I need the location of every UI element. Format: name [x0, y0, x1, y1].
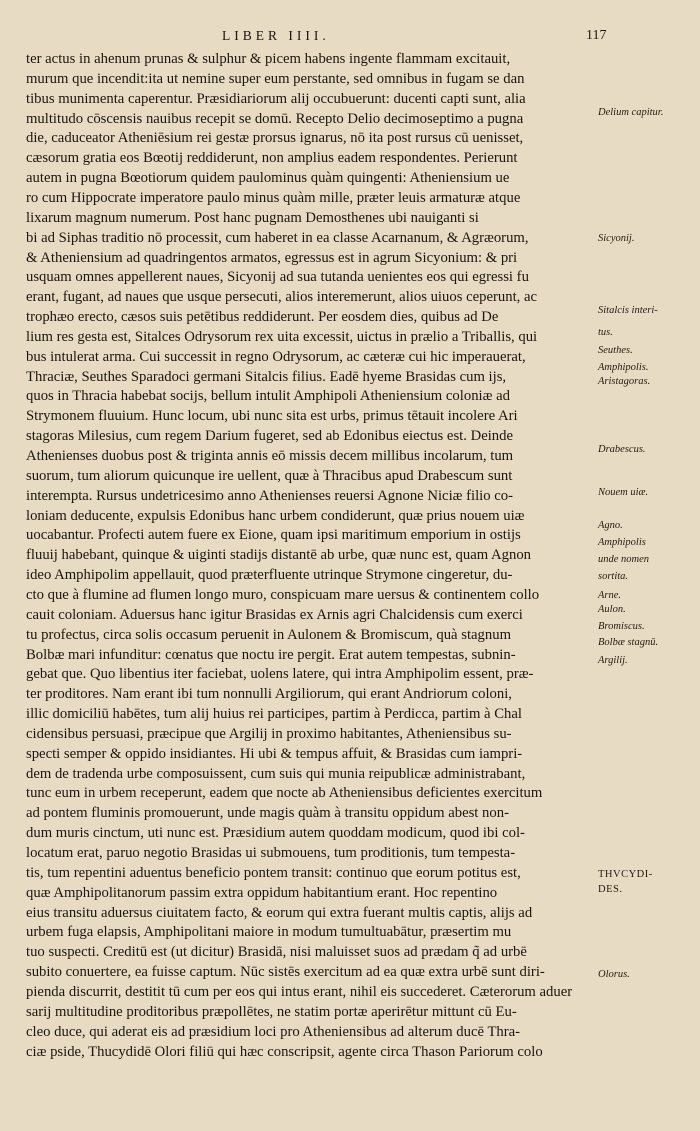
- text-line: [26, 1045, 596, 1060]
- text-line-content: specti semper & oppido insidiantes. Hi ubi & tempus affuit, & Brasidas cum iampri-: [26, 745, 523, 762]
- text-line: [26, 171, 596, 186]
- marginal-note: Olorus.: [598, 969, 630, 980]
- text-line-content: multitudo cōscensis nauibus recepit se domū. Recepto Delio decimoseptimo a pugna: [26, 110, 524, 127]
- text-line: [26, 409, 596, 424]
- text-line-content: cleo duce, qui aderat eis ad præsidium loci pro Atheniensibus ad alterum ducē Thra-: [26, 1023, 521, 1040]
- text-line: [26, 608, 596, 623]
- text-line: [26, 826, 596, 841]
- text-line-content: ad pontem fluminis promouerunt, unde magis quàm à transitu oppidum abest non-: [26, 805, 509, 822]
- text-line-content: dum muris cinctum, uti nunc est. Præsidium autem quoddam modicum, quod ibi col-: [26, 825, 525, 842]
- text-line-content: loniam deducente, expulsis Edonibus hanc urbem condiderunt, quæ prius nouem uiæ: [26, 507, 525, 524]
- text-line: [26, 886, 596, 901]
- marginal-note: DES.: [598, 884, 623, 895]
- text-line: [26, 1025, 596, 1040]
- text-line-content: ter proditores. Nam erant ibi tum nonnulli Argiliorum, qui erant Andriorum coloni,: [26, 686, 512, 703]
- marginal-note: unde nomen: [598, 554, 650, 565]
- text-line-content: quæ Amphipolitanorum passim extra oppidum habitantium erant. Hoc repentino: [26, 884, 498, 901]
- text-line-content: ro cum Hippocrate imperatore paulo minus quàm mille, præter leuis armaturæ atque: [26, 189, 521, 206]
- text-line: [26, 1005, 596, 1020]
- text-line-content: cæsorum gratia eos Bœotij reddiderunt, non amplius eadem respondentes. Perierunt: [26, 150, 518, 167]
- text-line: [26, 350, 596, 365]
- text-line: [26, 707, 596, 722]
- page-header: [0, 24, 700, 46]
- text-line-content: locatum erat, paruo negotio Brasidas ui submouens, tum proditionis, tum tempesta-: [26, 845, 516, 861]
- text-line-content: pienda discurrit, destitit tū cum per eos qui intus erant, nihil eis succederet. Cæterorum aduer: [26, 983, 573, 1000]
- text-line: [26, 231, 596, 246]
- marginal-note: tus.: [598, 327, 613, 338]
- text-line: [26, 290, 596, 305]
- marginal-notes: [598, 0, 698, 1131]
- text-line-content: fluuij habebant, quinque & uiginti stadijs distantē ab urbe, quæ nunc est, quam Agnon: [26, 547, 532, 564]
- text-line-content: murum que incendit:ita ut nemine super eum perstante, sed omnibus in fugam se dan: [26, 70, 525, 87]
- text-line-content: Athenienses duobus post & triginta annis eō missis decem millibus incolarum, tum: [26, 448, 514, 464]
- marginal-note: Nouem uiæ.: [598, 487, 649, 498]
- marginal-note: Sicyonij.: [598, 233, 635, 244]
- text-line: [26, 429, 596, 444]
- text-line: [26, 52, 596, 67]
- text-line-content: urbem fuga elapsis, Amphipolitani maiore in modum tumultuabātur, præsertim mu: [26, 924, 512, 941]
- marginal-note: Arne.: [598, 590, 622, 601]
- text-line-content: suorum, tum aliorum quicunque ire uellent, quæ à Thracibus apud Drabescum sunt: [26, 467, 513, 484]
- text-line-content: tis, tum repentini aduentus beneficio pontem transit: continuo que eorum potitus est,: [26, 864, 521, 881]
- marginal-note: Bolbæ stagnū.: [598, 637, 659, 648]
- text-line: [26, 270, 596, 285]
- text-line-content: quos in Thracia habebat socijs, bellum intulit Amphipoli Atheniensium coloniæ ad: [26, 388, 510, 405]
- text-line-content: ter actus in ahenum prunas & sulphur & picem habens ingente flammam excitauit,: [26, 51, 511, 67]
- text-line: [26, 72, 596, 87]
- text-line: [26, 568, 596, 583]
- text-line-content: illic domiciliū habētes, tum alij huius rei participes, partim à Perdicca, partim à Chal: [26, 706, 522, 723]
- text-line: [26, 667, 596, 682]
- text-line: [26, 92, 596, 107]
- text-line-content: usquam omnes appellerent naues, Sicyonij ad sua tutanda uenientes eos qui egressi fu: [26, 269, 529, 286]
- text-line-content: stagoras Milesius, cum regem Darium fugeret, sed ab Edonibus eiectus est. Deinde: [26, 428, 514, 445]
- text-line: [26, 370, 596, 385]
- marginal-note: Sitalcis interi-: [598, 305, 658, 316]
- text-line: [26, 389, 596, 404]
- text-line-content: dem de tradenda urbe composuissent, cum suis qui munia reipublicæ administrabant,: [26, 765, 526, 782]
- text-line-content: tibus munimenta caperentur. Præsidiariorum alij occubuerunt: ducenti capti sunt, alia: [26, 90, 526, 107]
- marginal-note: Amphipolis.: [598, 362, 649, 373]
- text-line: [26, 767, 596, 782]
- text-line: [26, 687, 596, 702]
- text-line-content: cto que à flumine ad flumen longo muro, conspicuam mare uersus & continentem collo: [26, 586, 540, 603]
- text-line: [26, 489, 596, 504]
- text-line: [26, 151, 596, 166]
- marginal-note: Delium capitur.: [598, 107, 664, 118]
- text-line-content: autem in pugna Bœotiorum quidem paulominus quàm quingenti: Atheniensium ue: [26, 170, 510, 187]
- text-line: [26, 469, 596, 484]
- text-line: [26, 310, 596, 325]
- text-line-content: uocabantur. Profecti autem fuere ex Eione, quam ipsi maritimum emporium in ostijs: [26, 527, 521, 544]
- text-line-content: gebat que. Quo libentius iter faciebat, uolens latere, qui intra Amphipolim essent, præ-: [26, 666, 534, 683]
- text-line: [26, 965, 596, 980]
- text-line: [26, 628, 596, 643]
- text-line-content: Strymonem fluuium. Hunc locum, ubi nunc sita est urbs, primus tētauit incolere Ari: [26, 408, 518, 425]
- text-line: [26, 548, 596, 563]
- text-line: [26, 846, 596, 861]
- text-line-content: Thraciæ, Seuthes Sparadoci germani Sitalcis filius. Eadē hyeme Brasidas cum ijs,: [26, 368, 507, 385]
- text-line: [26, 330, 596, 345]
- text-line: [26, 131, 596, 146]
- text-line: [26, 786, 596, 801]
- text-line-content: cidensibus persuasi, præcipue que Argilij in proximo habitantes, Atheniensibus su-: [26, 725, 512, 742]
- text-line-content: bus intulerat arma. Cui successit in regno Odrysorum, ac cæteræ cui hic imperauerat,: [26, 348, 526, 365]
- text-line-content: erant, fugant, ad naues que usque persecuti, alios interemerunt, alios uiuos ceperunt, ac: [26, 289, 538, 306]
- text-line-content: Bolbæ mari infunditur: cœnatus que noctu ire pergit. Erat autem tempestas, subnin-: [26, 646, 516, 663]
- text-line-content: lium res gesta est, Sitalces Odrysorum rex uita excessit, uictus in prælio a Triballis, qui: [26, 328, 538, 345]
- text-line: [26, 509, 596, 524]
- marginal-note: Aristagoras.: [598, 376, 651, 387]
- text-line: [26, 251, 596, 266]
- text-line: [26, 528, 596, 543]
- marginal-note: Seuthes.: [598, 345, 633, 356]
- marginal-note: Argilij.: [598, 655, 628, 666]
- text-line-content: & Atheniensium ad quadringentos armatos, egressus est in agrum Sicyonium: & pri: [26, 249, 518, 266]
- text-line-content: tunc eum in urbem receperunt, eadem que nocte ab Atheniensibus deficientes exercitum: [26, 785, 543, 802]
- text-line: [26, 806, 596, 821]
- text-line: [26, 906, 596, 921]
- text-line: [26, 588, 596, 603]
- page-number: 117: [586, 28, 607, 43]
- running-head: LIBER IIII.: [222, 28, 330, 43]
- text-line: [26, 747, 596, 762]
- text-line: [26, 945, 596, 960]
- marginal-note: Agno.: [598, 520, 623, 531]
- text-line: [26, 191, 596, 206]
- text-line-content: subito conuertere, ea fuisse captum. Nūc sistēs exercitum ad ea quæ extra urbē sunt diri-: [26, 964, 545, 981]
- text-line: [26, 648, 596, 663]
- text-line-content: cauit coloniam. Aduersus hanc igitur Brasidas ex Arnis agri Chalcidensis cum exerci: [26, 606, 523, 623]
- text-line-content: ideo Amphipolim appellauit, quod præterfluente utrinque Strymone cingeretur, du-: [26, 567, 513, 584]
- text-line: [26, 727, 596, 742]
- main-text-block: [26, 52, 596, 1112]
- marginal-note: sortita.: [598, 571, 629, 582]
- text-line-content: bi ad Siphas traditio nō processit, cum haberet in ea classe Acarnanum, & Agræorum,: [26, 229, 529, 246]
- text-line-content: tuo suspecti. Creditū est (ut dicitur) Brasidā, nisi maluisset suos ad prædam q̃ ad urbē: [26, 944, 527, 961]
- text-line-content: lixarum magnum numerum. Post hanc pugnam Demosthenes ubi nauiganti si: [26, 209, 479, 226]
- marginal-note: Bromiscus.: [598, 621, 645, 632]
- text-line-content: die, caduceator Atheniēsium rei gestæ prorsus ignarus, nō ita post rursus cū uenisset,: [26, 130, 524, 147]
- text-line-content: tu profectus, circa solis occasum peruenit in Aulonem & Bromiscum, quà stagnum: [26, 626, 511, 643]
- marginal-note: Drabescus.: [598, 444, 646, 455]
- text-line: [26, 112, 596, 127]
- marginal-note: THVCYDI-: [598, 869, 653, 880]
- text-line-content: eius transitu aduersus ciuitatem facto, & eorum qui extra fuerant multis captis, alijs ad: [26, 904, 533, 921]
- marginal-note: Amphipolis: [598, 537, 646, 548]
- text-line: [26, 866, 596, 881]
- text-line: [26, 925, 596, 940]
- text-line: [26, 211, 596, 226]
- text-line-content: sarij multitudine proditoribus præpollētes, ne statim portæ aperirētur mittunt cū Eu-: [26, 1003, 517, 1020]
- text-line: [26, 985, 596, 1000]
- text-line-content: trophæo erecto, cæsos suis petētibus reddiderunt. Per eosdem dies, quibus ad De: [26, 309, 499, 326]
- text-line: [26, 449, 596, 464]
- marginal-note: Aulon.: [598, 604, 626, 615]
- text-line-content: ciæ pside, Thucydidē Olori filiū qui hæc conscripsit, agente circa Thason Pariorum colo: [26, 1043, 543, 1060]
- text-line-content: interempta. Rursus undetricesimo anno Athenienses reuersi Agnone Niciæ filio co-: [26, 487, 514, 504]
